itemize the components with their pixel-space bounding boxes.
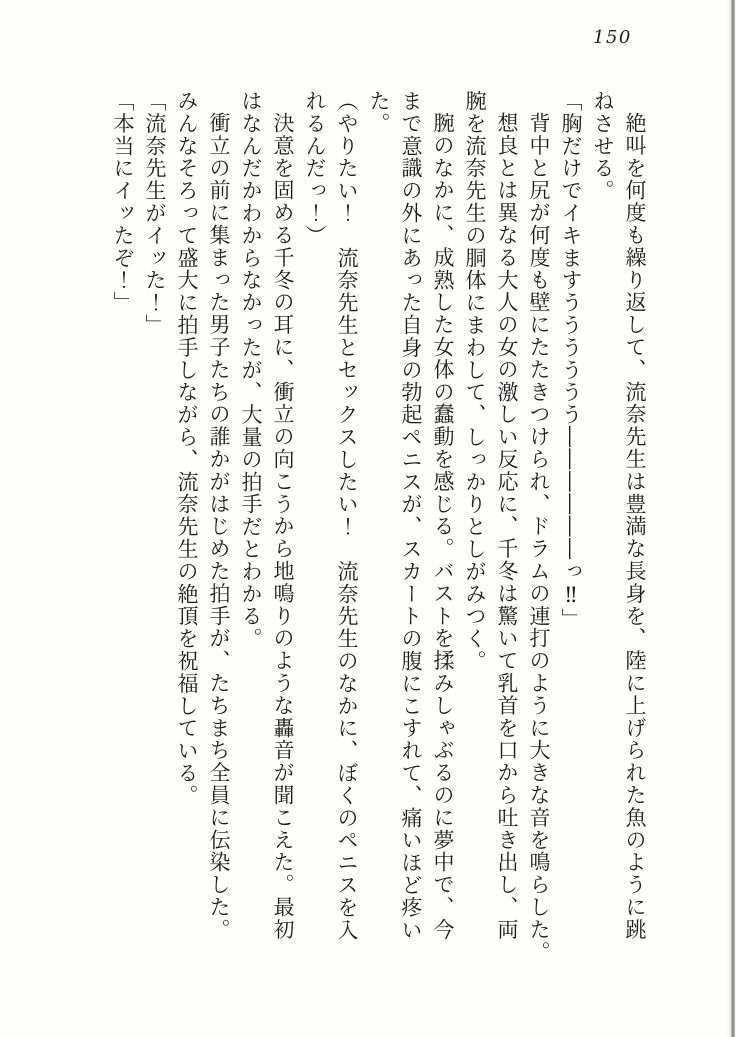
text-line: れるんだっ！）	[303, 90, 327, 247]
text-line: みんなそろって盛大に拍手しながら、流奈先生の絶頂を祝福している。	[175, 90, 199, 807]
text-line: ねさせる。	[591, 90, 615, 202]
page-number: 150	[593, 27, 632, 48]
text-line: 「流奈先生がイッた！」	[143, 90, 167, 337]
text-line: 腕を流奈先生の胴体にまわして、しっかりとしがみつく。	[463, 90, 487, 673]
text-line: 決意を固める千冬の耳に、衝立の向こうから地鳴りのような轟音が聞こえた。最初	[271, 112, 295, 941]
text-line: 「本当にイッたぞ！」	[111, 90, 135, 314]
text-line: た。	[367, 90, 391, 135]
text-line: 絶叫を何度も繰り返して、流奈先生は豊満な長身を、陸に上げられた魚のように跳	[623, 112, 647, 941]
text-line: 想良とは異なる大人の女の激しい反応に、千冬は驚いて乳首を口から吐き出し、両	[495, 112, 519, 941]
text-line: はなんだかわからなかったが、大量の拍手だとわかる。	[239, 90, 263, 650]
text-line: 背中と尻が何度も壁にたたきつけられ、ドラムの連打のように大きな音を鳴らした。	[527, 112, 551, 964]
text-line: まで意識の外にあった自身の勃起ペニスが、スカートの腹にこすれて、痛いほど疼い	[399, 90, 423, 942]
text-line: （やりたい！ 流奈先生とセックスしたい！ 流奈先生のなかに、ぼくのペニスを入	[335, 90, 359, 942]
text-line: 「胸だけでイキますうううううう――――――っ‼」	[559, 90, 583, 631]
vertical-text-block	[107, 90, 651, 990]
text-line: 腕のなかに、成熟した女体の蠢動を感じる。バストを揉みしゃぶるのに夢中で、今	[431, 112, 455, 941]
page-edge-shadow	[726, 0, 736, 1037]
text-line: 衝立の前に集まった男子たちの誰かがはじめた拍手が、たちまち全員に伝染した。	[207, 112, 231, 941]
